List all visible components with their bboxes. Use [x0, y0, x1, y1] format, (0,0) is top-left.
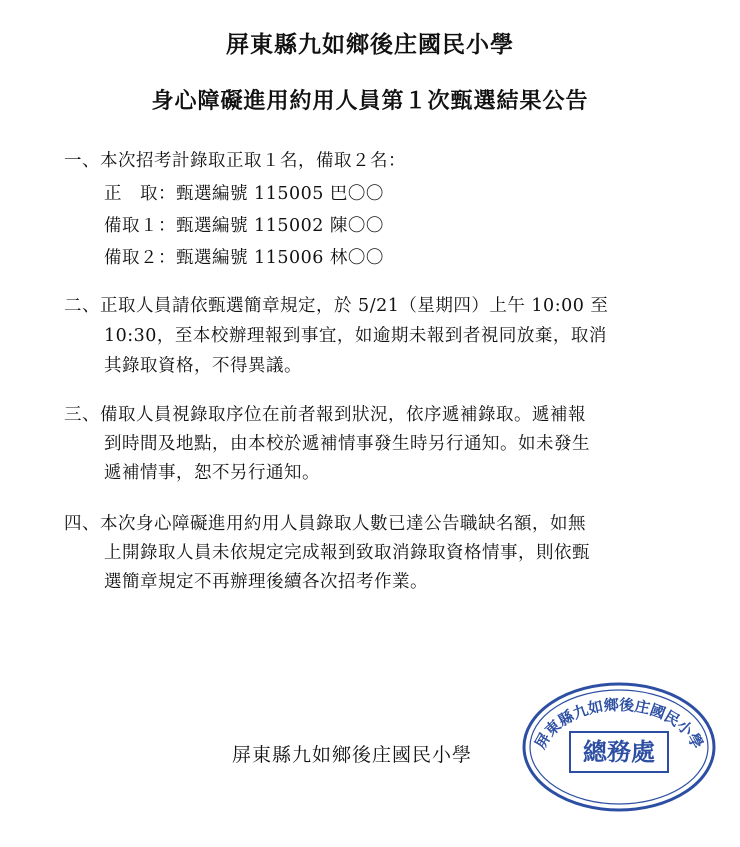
announcement-title: 身心障礙進用約用人員第１次甄選結果公告: [151, 88, 589, 114]
section-2-line-3: 其錄取資格，不得異議。: [104, 356, 302, 376]
section-1-line-4: 備取２：甄選編號 115006 林〇〇: [104, 248, 384, 268]
section-1-line-2: 正 取：甄選編號 115005 巴〇〇: [104, 184, 384, 204]
seal-center-text: 總務處: [583, 737, 655, 766]
section-2-line-1: 二、正取人員請依甄選簡章規定，於 5/21（星期四）上午 10:00 至: [64, 296, 609, 316]
section-4-line-1: 四、本次身心障礙進用約用人員錄取人數已達公告職缺名額，如無: [64, 514, 586, 534]
seal-ring-text: 屏東縣九如鄉後庄國民小學: [531, 695, 707, 752]
section-4-line-3: 選簡章規定不再辦理後續各次招考作業。: [104, 572, 428, 592]
footer-school-name: 屏東縣九如鄉後庄國民小學: [232, 744, 473, 766]
section-2-line-2: 10:30，至本校辦理報到事宜，如逾期未報到者視同放棄，取消: [104, 326, 607, 346]
section-1-line-3: 備取１：甄選編號 115002 陳〇〇: [104, 216, 384, 236]
section-1-line-1: 一、本次招考計錄取正取１名，備取２名：: [64, 151, 406, 171]
section-3-line-2: 到時間及地點，由本校於遞補情事發生時另行通知。如未發生: [104, 434, 590, 454]
school-title: 屏東縣九如鄉後庄國民小學: [226, 31, 514, 58]
school-seal: [520, 680, 718, 814]
section-3-line-1: 三、備取人員視錄取序位在前者報到狀況，依序遞補錄取。遞補報: [64, 405, 586, 425]
section-4-line-2: 上開錄取人員未依規定完成報到致取消錄取資格情事，則依甄: [104, 543, 590, 563]
section-3-line-3: 遞補情事，恕不另行通知。: [104, 463, 320, 483]
